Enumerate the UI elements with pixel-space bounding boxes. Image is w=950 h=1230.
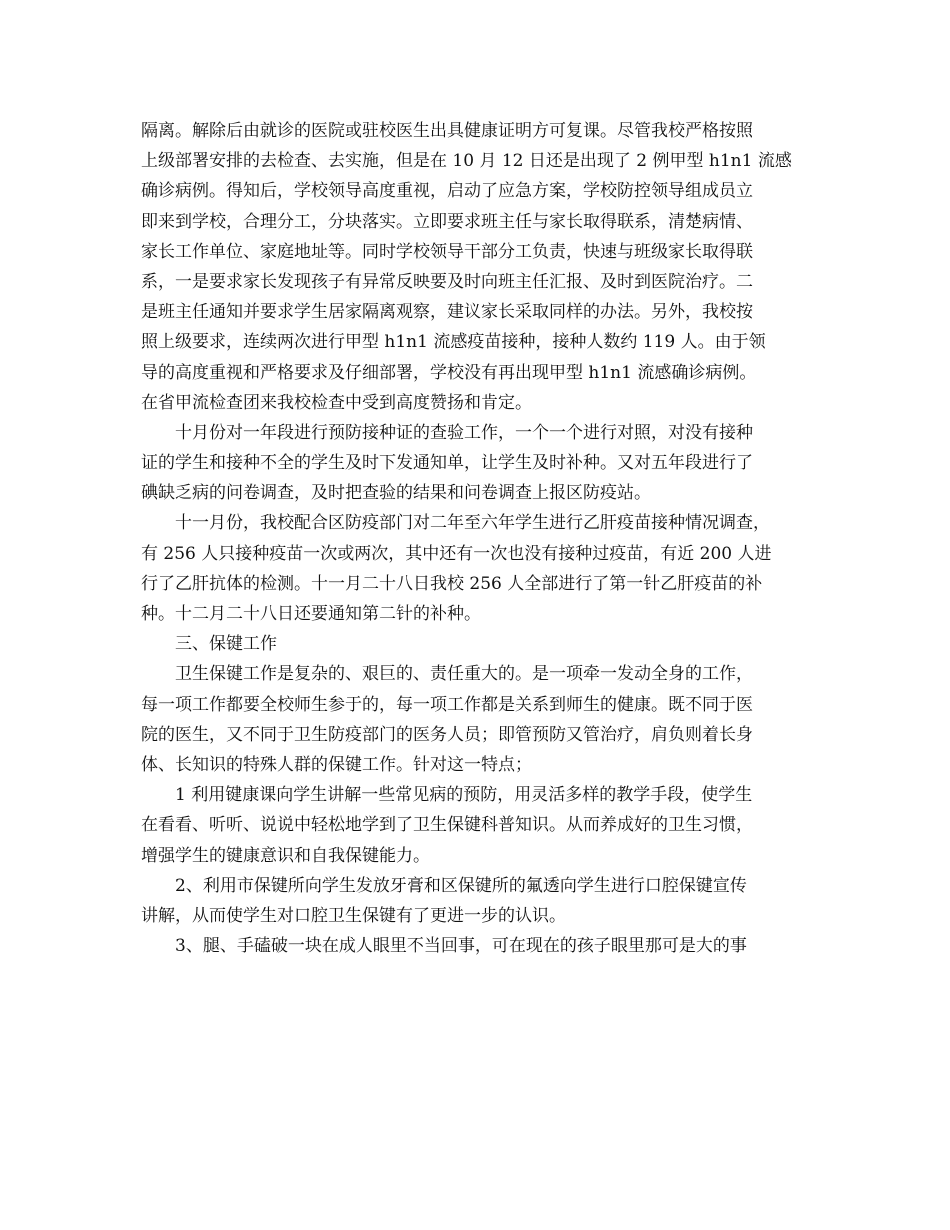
text-line: 系，一是要求家长发现孩子有异常反映要及时向班主任汇报、及时到医院治疗。二 — [141, 271, 753, 292]
text-line: 种。十二月二十八日还要通知第二针的补种。 — [141, 604, 481, 624]
text-line: 是班主任通知并要求学生居家隔离观察，建议家长采取同样的办法。另外，我校按 — [141, 302, 753, 323]
text-line: 隔离。解除后由就诊的医院或驻校医生出具健康证明方可复课。尽管我校严格按照 — [141, 121, 753, 141]
text-line: 证的学生和接种不全的学生及时下发通知单，让学生及时补种。又对五年段进行了 — [141, 453, 753, 474]
body-text — [141, 116, 821, 961]
paragraph-start-line: 1 利用键康课向学生讲解一些常见病的预防，用灵活多样的教学手段，使学生 — [175, 785, 753, 806]
text-line: 即来到学校，合理分工，分块落实。立即要求班主任与家长取得联系，清楚病情、 — [141, 211, 753, 232]
paragraph-start-line: 十月份对一年段进行预防接种证的查验工作，一个一个进行对照，对没有接种 — [175, 422, 753, 443]
text-line: 上级部署安排的去检查、去实施，但是在 10 月 12 日还是出现了 2 例甲型 h1n1 流感 — [141, 151, 792, 172]
paragraph-start-line: 卫生保键工作是复杂的、艰巨的、责任重大的。是一项牵一发动全身的工作， — [175, 664, 753, 685]
text-line: 碘缺乏病的问卷调查，及时把查验的结果和问卷调查上报区防疫站。 — [141, 483, 651, 504]
paragraph-start-line: 3、腿、手磕破一块在成人眼里不当回事，可在现在的孩子眼里那可是大的事 — [175, 936, 747, 957]
text-line: 确诊病例。得知后，学校领导高度重视，启动了应急方案，学校防控领导组成员立 — [141, 181, 753, 202]
text-line: 体、长知识的特殊人群的保键工作。针对这一特点； — [141, 754, 532, 775]
text-line: 在省甲流检查团来我校检查中受到高度赞扬和肯定。 — [141, 392, 532, 413]
section-heading: 三、保键工作 — [175, 634, 277, 655]
text-line: 有 256 人只接种疫苗一次或两次，其中还有一次也没有接种过疫苗，有近 200 人进 — [141, 543, 772, 564]
paragraph-start-line: 十一月份，我校配合区防疫部门对二年至六年学生进行乙肝疫苗接种情况调查， — [175, 513, 770, 534]
text-line: 院的医生，又不同于卫生防疫部门的医务人员；即管预防又管治疗，肩负则着长身 — [141, 724, 753, 745]
text-line: 导的高度重视和严格要求及仔细部署，学校没有再出现甲型 h1n1 流感确诊病例。 — [141, 362, 757, 383]
text-line: 照上级要求，连续两次进行甲型 h1n1 流感疫苗接种，接种人数约 119 人。由于领 — [141, 332, 766, 353]
text-line: 在看看、听听、说说中轻松地学到了卫生保键科普知识。从而养成好的卫生习惯， — [141, 815, 753, 836]
text-line: 家长工作单位、家庭地址等。同时学校领导干部分工负责，快速与班级家长取得联 — [141, 241, 753, 262]
text-line: 行了乙肝抗体的检测。十一月二十八日我校 256 人全部进行了第一针乙肝疫苗的补 — [141, 573, 763, 594]
paragraph-start-line: 2、利用市保键所向学生发放牙膏和区保键所的氟透向学生进行口腔保键宣传 — [175, 875, 747, 896]
text-line: 每一项工作都要全校师生参于的，每一项工作都是关系到师生的健康。既不同于医 — [141, 694, 753, 715]
text-line: 增强学生的键康意识和自我保键能力。 — [141, 845, 430, 866]
text-line: 讲解，从而使学生对口腔卫生保键有了更进一步的认识。 — [141, 905, 566, 926]
